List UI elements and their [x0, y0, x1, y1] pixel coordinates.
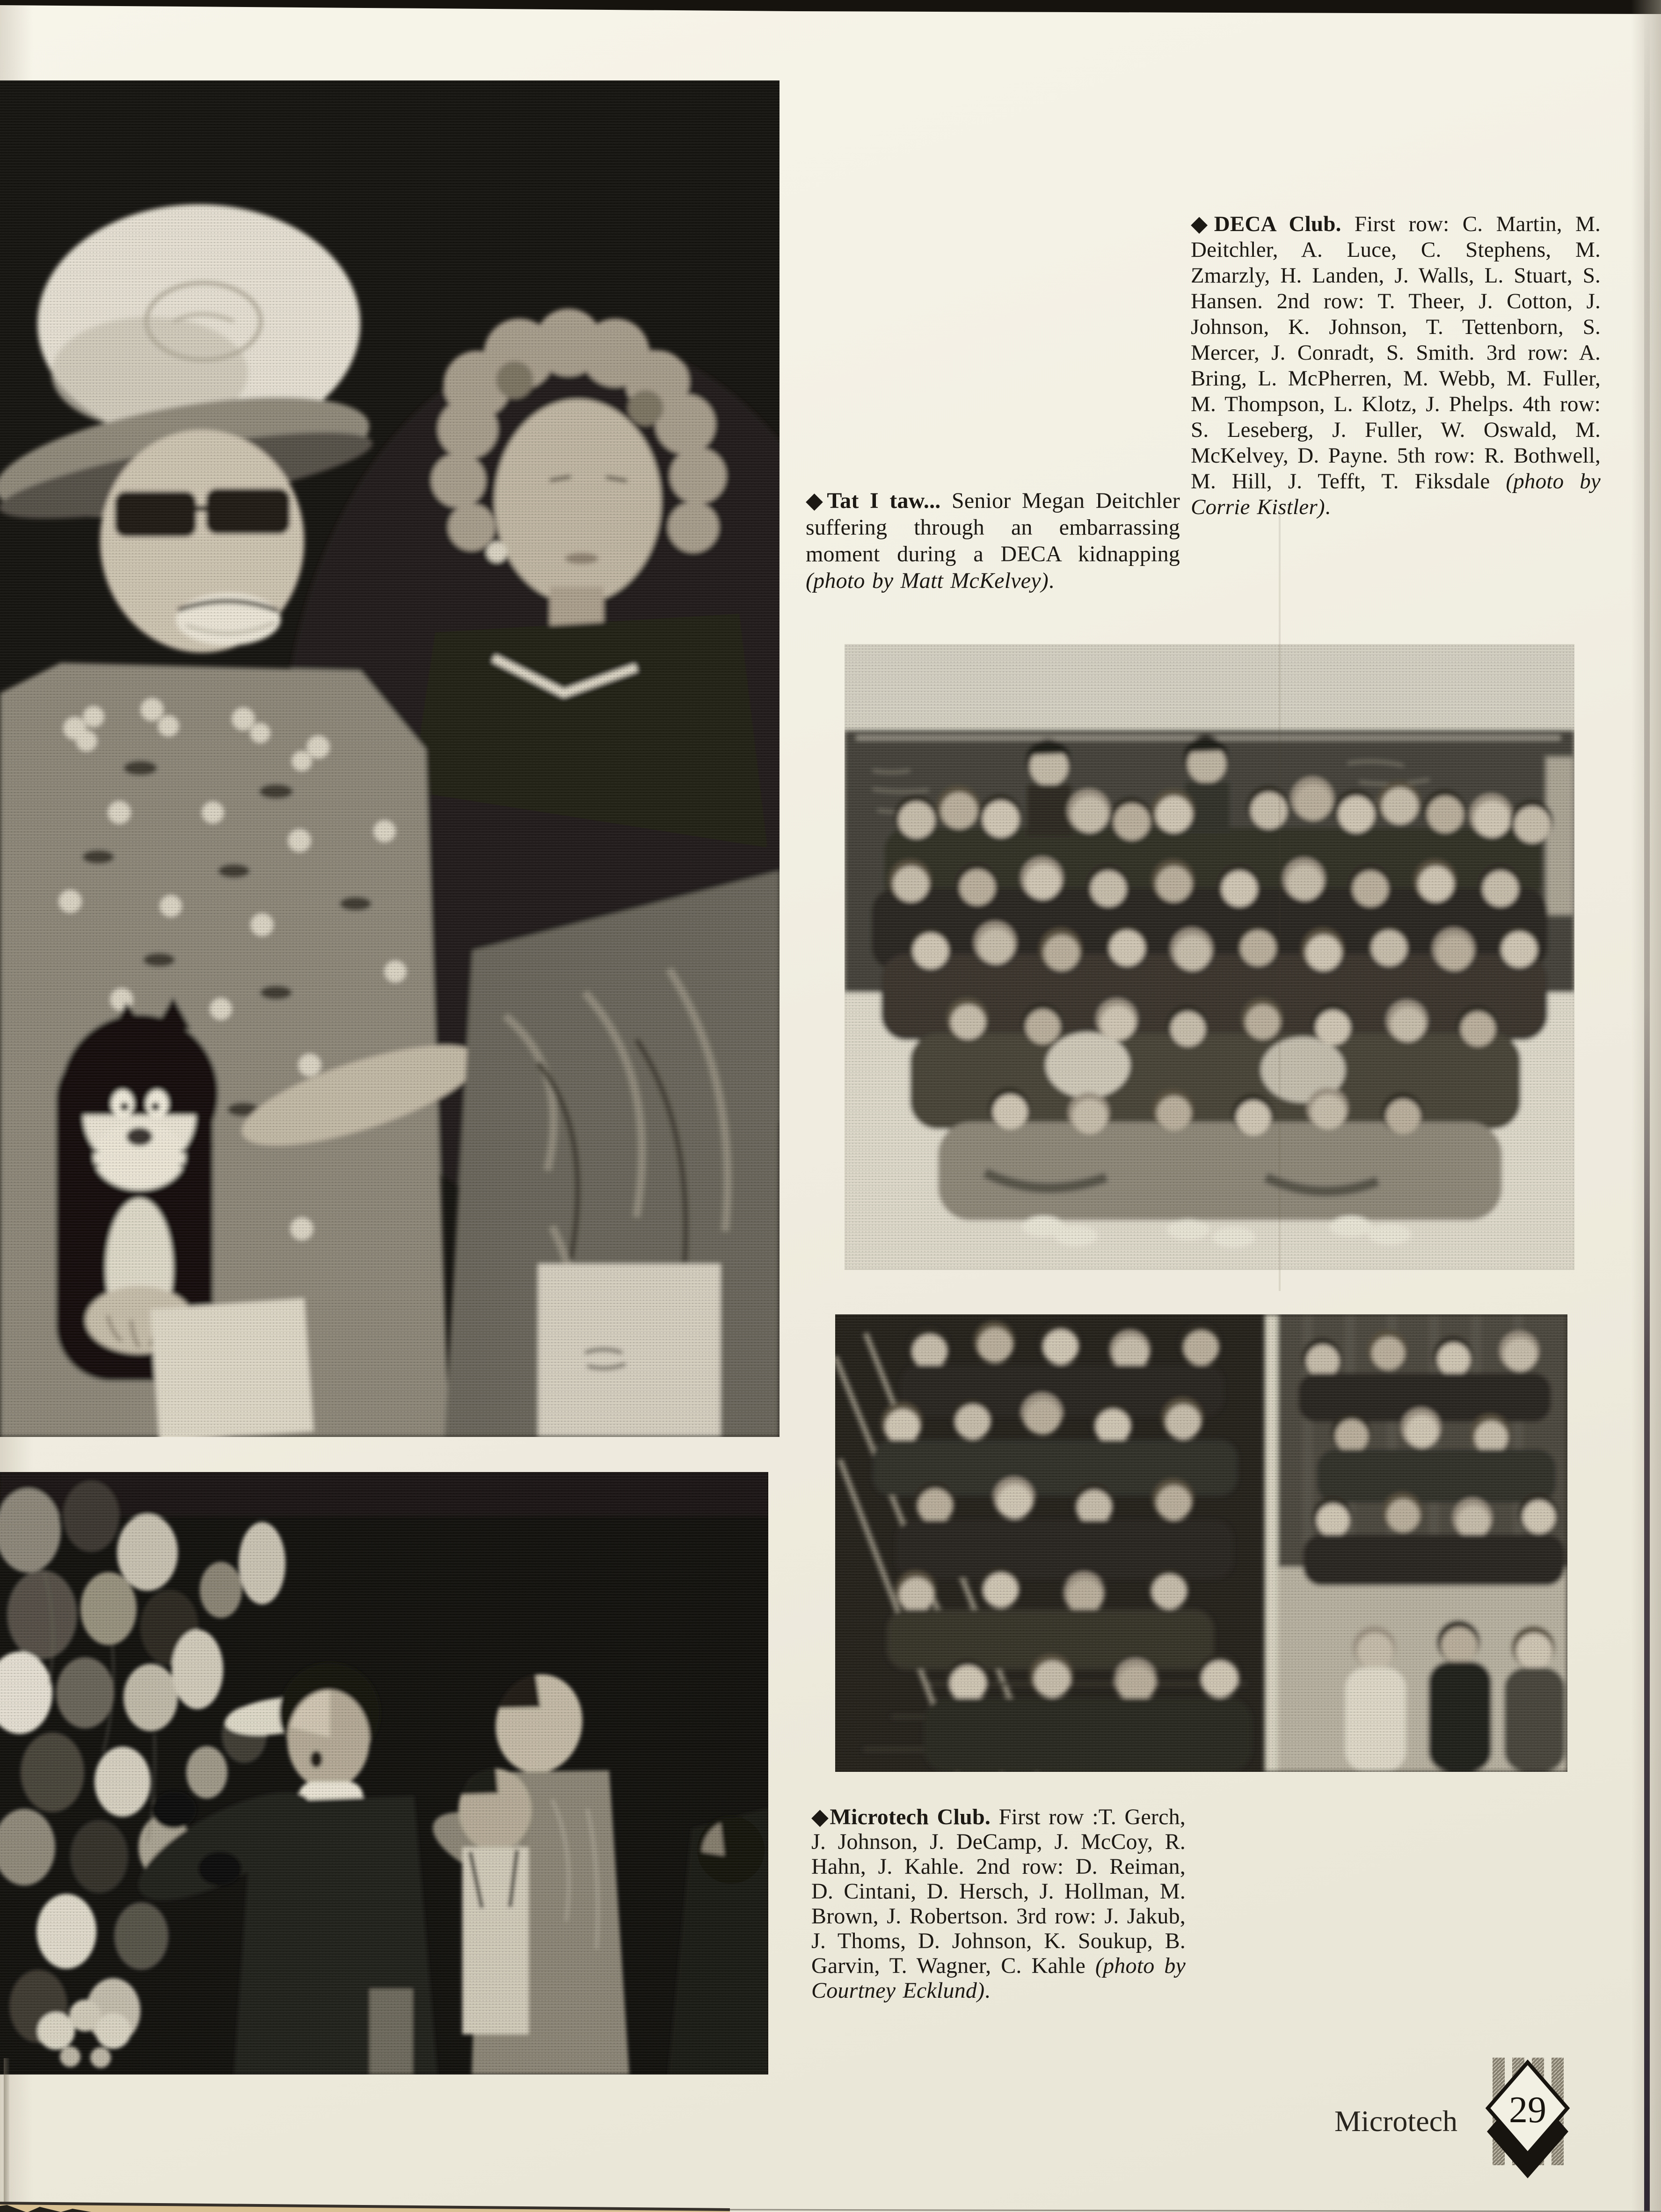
- microtech-group-photo-art: [835, 1314, 1567, 1772]
- page-edge-right: [1644, 0, 1650, 2212]
- candid-photo-art: [0, 80, 780, 1437]
- scan-bottom-edge: [0, 2189, 1661, 2212]
- caption-deca-club: [1191, 211, 1601, 520]
- page-number-badge: [1479, 2056, 1577, 2187]
- caption-deca-end: .: [1325, 495, 1331, 519]
- photo-balloons: [0, 1472, 768, 2074]
- photo-deca-kidnapping: [0, 80, 780, 1437]
- caption-tat-credit: (photo by Matt McKelvey): [806, 568, 1049, 593]
- page-edge-left: [4, 2058, 9, 2205]
- scan-gutter-top: [0, 0, 1661, 16]
- photo-deca-club-group: [845, 644, 1574, 1270]
- balloons-photo-art: [0, 1472, 768, 2074]
- caption-tat-body: Senior Megan Deitchler suffering through an embarrassing moment during a DECA kidnapping: [806, 488, 1180, 566]
- footer-section-label: Microtech: [1334, 2104, 1457, 2138]
- page-number: 29: [1509, 2089, 1546, 2131]
- caption-deca-body: First row: C. Martin, M. Deitchler, A. Luce, C. Stephens, M. Zmarzly, H. Landen, J. Walls, L. Stuart, S. Hansen. 2nd row: T. Theer, J. Cotton, J. Johnson, K. Johnson, T. Tettenborn, S. Mercer, J. Conradt, S. Smith. 3rd row: A. Bring, L. McPherren, M. Webb, M. Fuller, M. Thompson, L. Klotz, J. Phelps. 4th row: S. Leseberg, J. Fuller, W. Oswald, M. McKelvey, D. Payne. 5th row: R. Bothwell, M. Hill, J. Tefft, T. Fiksdale: [1191, 212, 1601, 493]
- photo-microtech-club-group: [835, 1314, 1567, 1772]
- caption-tat-i-taw: [806, 487, 1180, 594]
- caption-microtech-body: First row :T. Gerch, J. Johnson, J. DeCamp, J. McCoy, R. Hahn, J. Kahle. 2nd row: D. Reiman, D. Cintani, D. Hersch, J. Hollman, M. Brown, J. Robertson. 3rd row: J. Jakub, J. Thoms, D. Johnson, K. Soukup, B. Garvin, T. Wagner, C. Kahle: [811, 1805, 1186, 1978]
- caption-deca-lead: ◆DECA Club.: [1191, 212, 1341, 236]
- caption-deca-credit: (photo by Corrie Kistler): [1191, 469, 1601, 519]
- caption-microtech-end: .: [984, 1978, 991, 2003]
- deca-group-photo-art: [845, 644, 1574, 1270]
- scan-crease: [1279, 515, 1281, 1291]
- caption-microtech-credit: (photo by Courtney Ecklund): [811, 1953, 1186, 2003]
- caption-microtech-lead: ◆Microtech Club.: [811, 1805, 991, 1829]
- caption-tat-lead: ◆Tat I taw...: [806, 488, 941, 513]
- caption-microtech-club: [811, 1805, 1186, 2003]
- caption-tat-end: .: [1048, 568, 1055, 593]
